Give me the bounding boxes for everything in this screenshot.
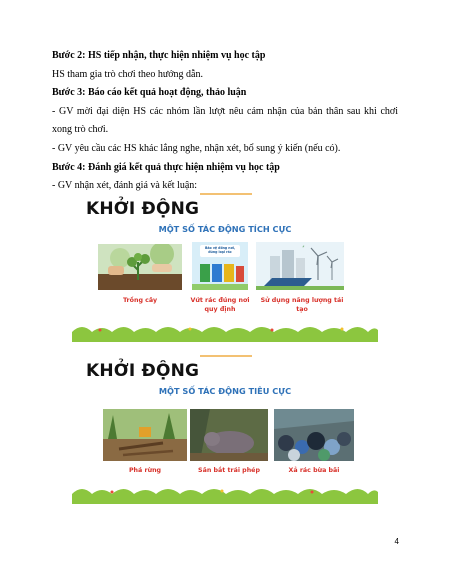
slide-title: KHỞI ĐỘNG (86, 361, 200, 381)
slide-title: KHỞI ĐỘNG (86, 199, 200, 219)
image-watermark: ⚡ (302, 244, 305, 249)
page-number: 4 (394, 537, 399, 546)
lesson-text (52, 47, 398, 196)
slide-top-line (200, 355, 252, 357)
caption-nang-luong: Sử dụng năng lượng tái tạo (260, 297, 344, 313)
grass-decoration (72, 318, 378, 342)
step3-heading: Bước 3: Báo cáo kết quả hoạt động, thảo luận (52, 87, 247, 99)
illegal-hunting-image (190, 409, 268, 461)
step2-text: HS tham gia trò chơi theo hướng dẫn. (52, 68, 203, 80)
renewable-energy-image (256, 242, 344, 290)
step4-text: - GV nhận xét, đánh giá và kết luận: (52, 180, 198, 192)
slide-negative-impacts (72, 354, 378, 504)
tree-planting-image (98, 244, 182, 290)
step3-line1a: - GV mời đại diện HS các nhóm lần lượt nêu cảm nhận của bản thân sau khi chơi (52, 105, 398, 117)
slide-subtitle: MỘT SỐ TÁC ĐỘNG TÍCH CỰC (158, 224, 292, 234)
step4-heading: Bước 4: Đánh giá kết quả thực hiện nhiệm vụ học tập (52, 161, 280, 173)
caption-xa-rac: Xả rác bừa bãi (288, 467, 340, 474)
grass-decoration (72, 480, 378, 504)
step3-line1b: xong trò chơi. (52, 124, 109, 136)
caption-vut-rac: Vứt rác đúng nơi quy định (190, 297, 250, 313)
caption-pha-rung: Phá rừng (128, 467, 162, 474)
waste-sorting-poster (192, 242, 248, 290)
littering-image (274, 409, 354, 461)
step2-heading: Bước 2: HS tiếp nhận, thực hiện nhiệm vụ học tập (52, 50, 266, 61)
poster-text: Bảo vệ đồng nơi, đúng loại rác (204, 246, 236, 254)
caption-san-bat: Săn bắt trái phép (198, 467, 260, 474)
slide-subtitle: MỘT SỐ TÁC ĐỘNG TIÊU CỰC (158, 386, 292, 396)
slide-positive-impacts (72, 192, 378, 342)
caption-trong-cay: Trồng cây (122, 297, 158, 304)
slide-top-line (200, 193, 252, 195)
deforestation-image (103, 409, 187, 461)
step3-line2: - GV yêu cầu các HS khác lắng nghe, nhận xét, bổ sung ý kiến (nếu có). (52, 142, 341, 154)
